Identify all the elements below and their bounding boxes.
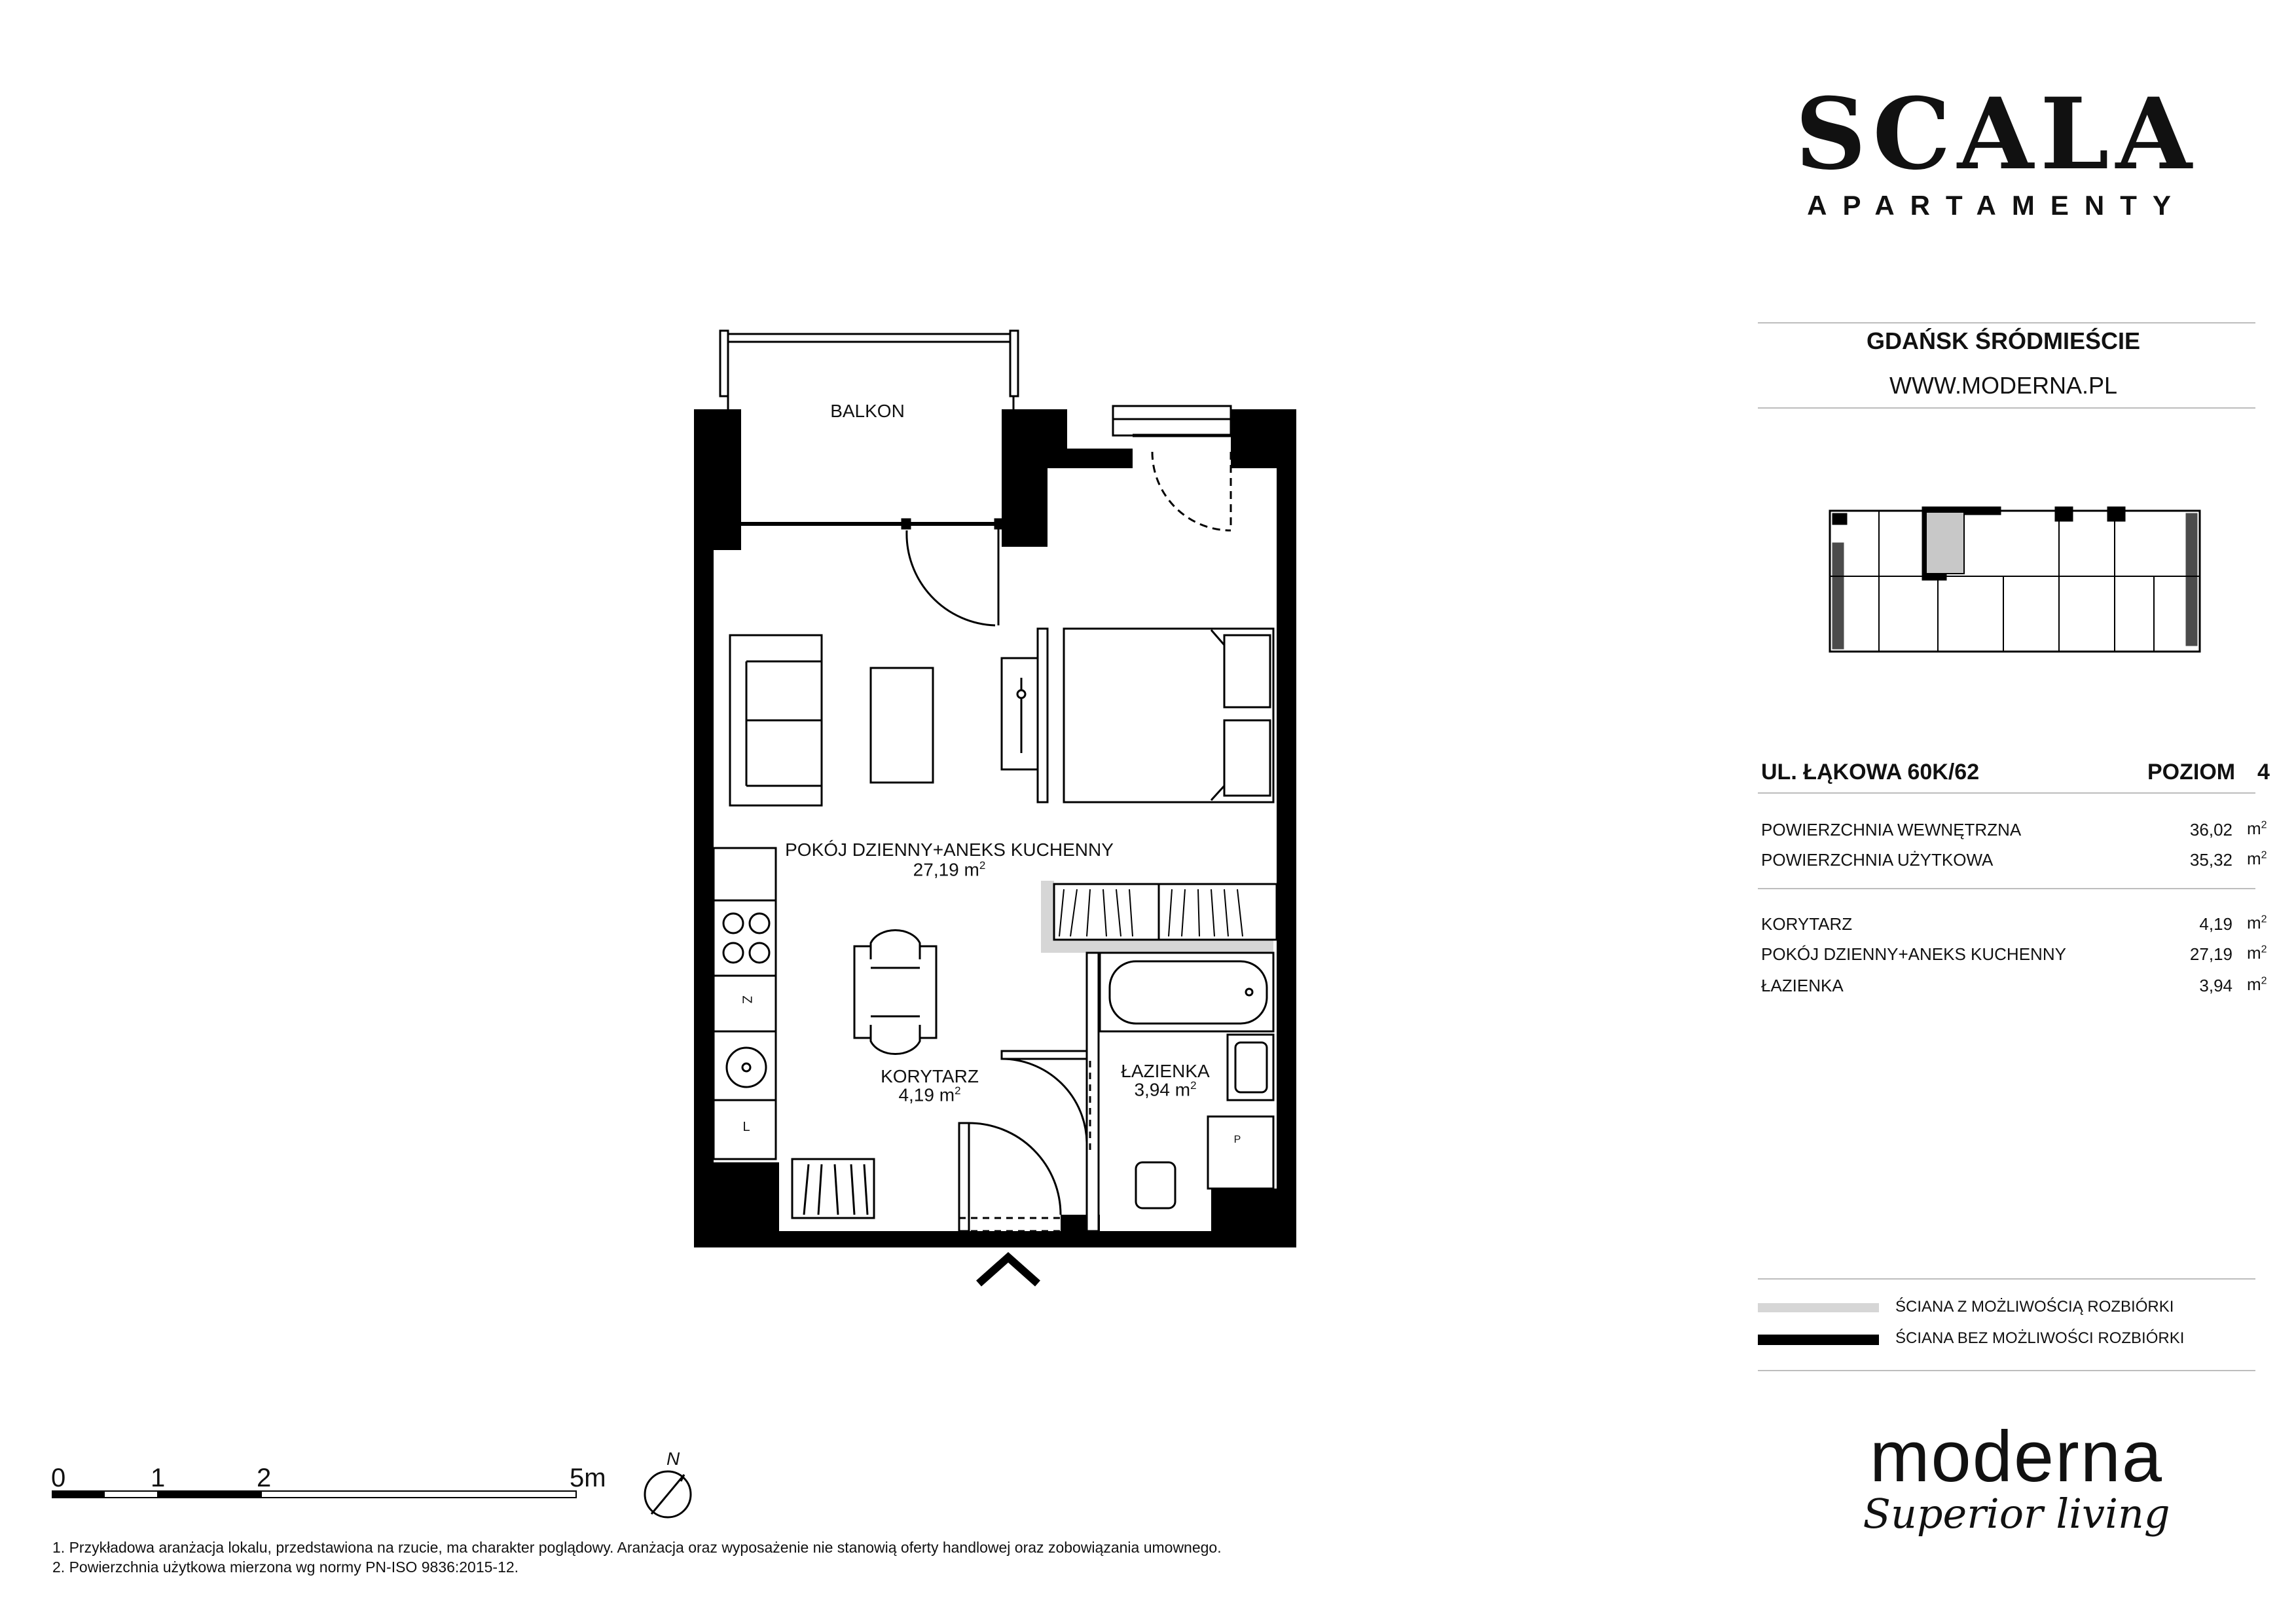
divider (1758, 888, 2255, 889)
room-row-corridor-unit: $m^2$ (2247, 913, 2267, 932)
scale-label-5m: 5m (570, 1464, 606, 1492)
room-row-bathroom-value: 3,94 (2199, 976, 2232, 995)
dishwasher-mark: L (742, 1120, 750, 1134)
room-row-bathroom-unit: $m^2$ (2247, 974, 2267, 994)
divider (1758, 1370, 2255, 1371)
scale-label-1: 1 (151, 1464, 166, 1492)
corridor-area: 4,19 $m^2$ (898, 1084, 961, 1105)
scale-label-2: 2 (257, 1464, 272, 1492)
sofa (730, 635, 822, 805)
washbasin (1228, 1035, 1273, 1100)
room-row-living-unit: $m^2$ (2247, 943, 2267, 963)
divider (1758, 322, 2255, 323)
legend-removable-swatch (1758, 1303, 1879, 1312)
dining-set (854, 930, 936, 1054)
scale-label-0: 0 (51, 1464, 66, 1492)
bed (1064, 629, 1273, 802)
note-1: 1. Przykładowa aranżacja lokalu, przedstawiona na rzucie, ma charakter poglądowy. Aranżacja oraz wyposażenie nie stanowią oferty handlowej oraz zobowiązania umownego. (52, 1539, 1222, 1556)
balcony (720, 331, 1018, 524)
room-row-living-value: 27,19 (2189, 944, 2232, 964)
bathroom-label: ŁAZIENKA (1121, 1061, 1210, 1081)
note-2: 2. Powierzchnia użytkowa mierzona wg normy PN-ISO 9836:2015-12. (52, 1559, 519, 1576)
scale-bar (52, 1491, 576, 1498)
balcony-label: BALKON (830, 401, 905, 421)
entry-door (959, 1123, 1061, 1231)
area-usable-value: 35,32 (2189, 850, 2232, 870)
brand-subtitle: APARTAMENTY (1807, 190, 2187, 221)
north-label: N (666, 1449, 680, 1469)
room-row-corridor-value: 4,19 (2199, 914, 2232, 934)
area-usable-unit: $m^2$ (2247, 849, 2267, 868)
legend-permanent-label: ŚCIANA BEZ MOŻLIWOŚCI ROZBIÓRKI (1895, 1329, 2185, 1347)
level-label: POZIOM (2147, 760, 2236, 784)
floor-overview (1830, 507, 2200, 652)
apartment-address: UL. ŁĄKOWA 60K/62 (1761, 760, 1980, 784)
wardrobe (1054, 884, 1277, 940)
coffee-table (871, 668, 933, 783)
tv-unit (1002, 629, 1048, 802)
website-link[interactable]: WWW.MODERNA.PL (1889, 372, 2117, 399)
room-row-corridor-label: KORYTARZ (1761, 914, 1853, 934)
fridge-mark: Z (739, 995, 754, 1004)
divider (1758, 792, 2255, 794)
room-row-living-label: POKÓJ DZIENNY+ANEKS KUCHENNY (1761, 944, 2066, 964)
overview-apartment-highlight (1926, 512, 1964, 574)
room-row-bathroom-label: ŁAZIENKA (1761, 976, 1844, 995)
area-internal-unit: $m^2$ (2247, 819, 2267, 838)
balcony-door (902, 519, 1003, 625)
bathroom-walls (1087, 953, 1099, 1231)
top-walls (1048, 449, 1120, 468)
corridor-label: KORYTARZ (881, 1066, 979, 1086)
divider (1758, 407, 2255, 409)
hall-cabinet (792, 1159, 874, 1218)
living-room-label: POKÓJ DZIENNY+ANEKS KUCHENNY (785, 840, 1114, 860)
brand-title: SCALA (1795, 77, 2198, 192)
divider (1758, 1278, 2255, 1280)
level-value: 4 (2257, 760, 2270, 784)
bathroom-area: 3,94 $m^2$ (1134, 1079, 1197, 1100)
bathroom-door (1002, 1051, 1090, 1153)
north-arrow (645, 1471, 691, 1517)
permanent-walls (694, 409, 1296, 1247)
legend-removable-label: ŚCIANA Z MOŻLIWOŚCIĄ ROZBIÓRKI (1895, 1298, 2174, 1316)
area-internal-label: POWIERZCHNIA WEWNĘTRZNA (1761, 820, 2022, 840)
entrance-arrow (979, 1257, 1038, 1283)
moderna-tagline: Superior living (1863, 1490, 2170, 1538)
bathtub (1100, 953, 1273, 1031)
washing-machine-mark: P (1233, 1134, 1241, 1145)
moderna-logo: moderna (1869, 1416, 2164, 1497)
area-internal-value: 36,02 (2189, 820, 2232, 840)
legend-permanent-swatch (1758, 1335, 1879, 1345)
area-usable-label: POWIERZCHNIA UŻYTKOWA (1761, 850, 1994, 870)
location-city: GDAŃSK ŚRÓDMIEŚCIE (1866, 327, 2141, 354)
living-room-area: 27,19 $m^2$ (913, 859, 986, 880)
